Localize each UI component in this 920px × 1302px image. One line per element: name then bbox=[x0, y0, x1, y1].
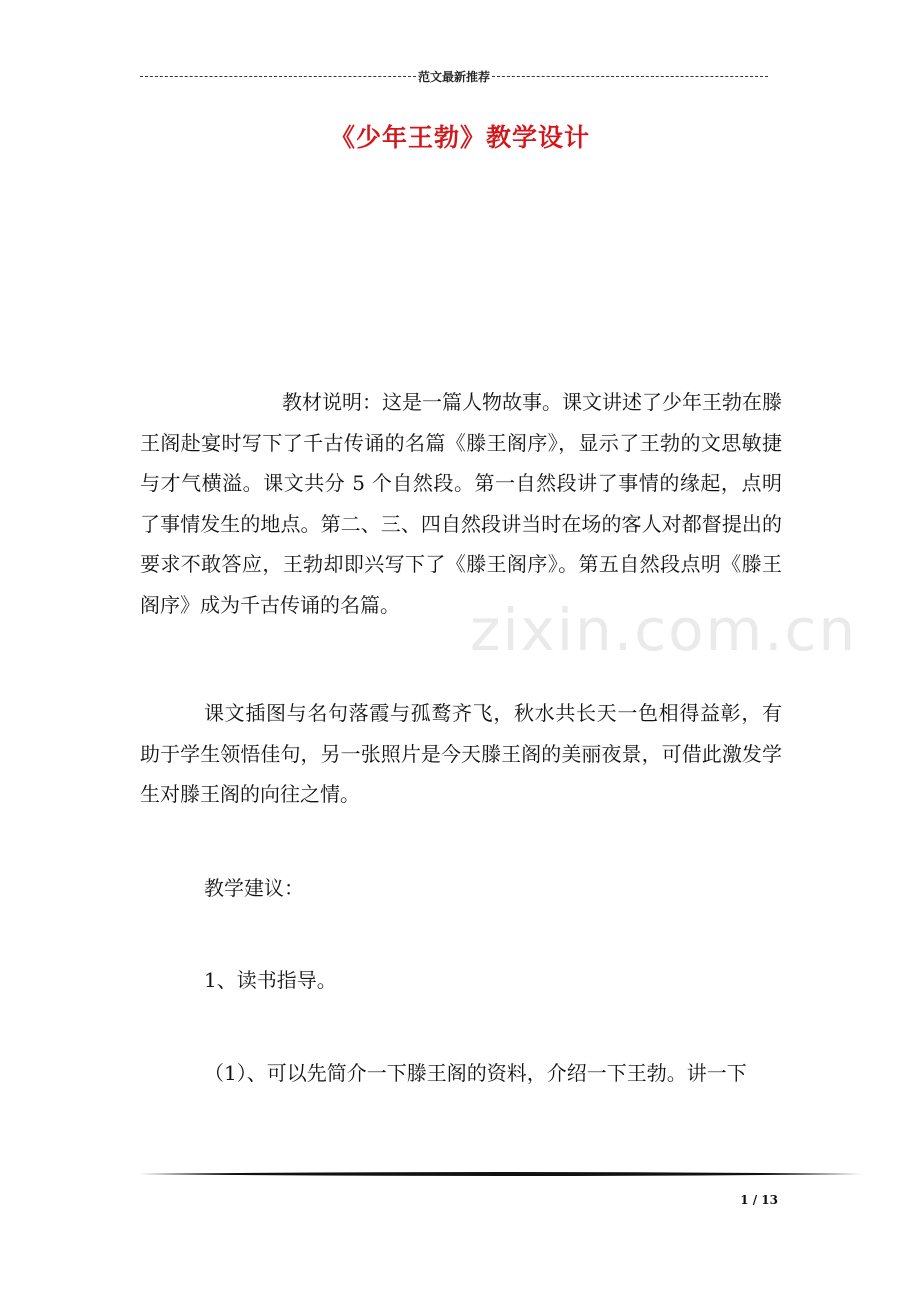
list-item-reading-guide: 1、读书指导。 bbox=[204, 968, 337, 992]
footer-rule bbox=[140, 1170, 862, 1178]
header-label: 范文最新推荐 bbox=[418, 69, 491, 84]
heading-teaching-suggestions: 教学建议： bbox=[204, 875, 304, 900]
header-dash-right bbox=[492, 76, 768, 77]
paragraph-illustration: 课文插图与名句落霞与孤鹜齐飞，秋水共长天一色相得益彰，有助于学生领悟佳句，另一张照片是今天滕王阁的美丽夜景，可借此激发学生对滕王阁的向往之情。 bbox=[140, 701, 782, 806]
document-body bbox=[140, 382, 782, 1093]
page-header bbox=[140, 68, 768, 84]
list-subitem-1: （1）、可以先简介一下滕王阁的资料，介绍一下王勃。讲一下 bbox=[204, 1060, 747, 1085]
header-dash-left bbox=[140, 76, 416, 77]
document-title: 《少年王勃》教学设计 bbox=[329, 123, 590, 152]
paragraph-intro: 教材说明：这是一篇人物故事。课文讲述了少年王勃在滕王阁赴宴时写下了千古传诵的名篇《滕王阁序》，显示了王勃的文思敏捷与才气横溢。课文共分 5 个自然段。第一自然段讲了事情的缘起，点明了事情发生的地点。第二、三、四自然段讲当时在场的客人对都督提出的要求不敢答应，王勃却即兴写下了《滕王阁序》。第五自然段点明《滕王阁序》成为千古传诵的名篇。 bbox=[140, 390, 782, 617]
page-number: 1 / 13 bbox=[740, 1193, 778, 1207]
watermark: zixin.com.cn bbox=[470, 596, 858, 664]
